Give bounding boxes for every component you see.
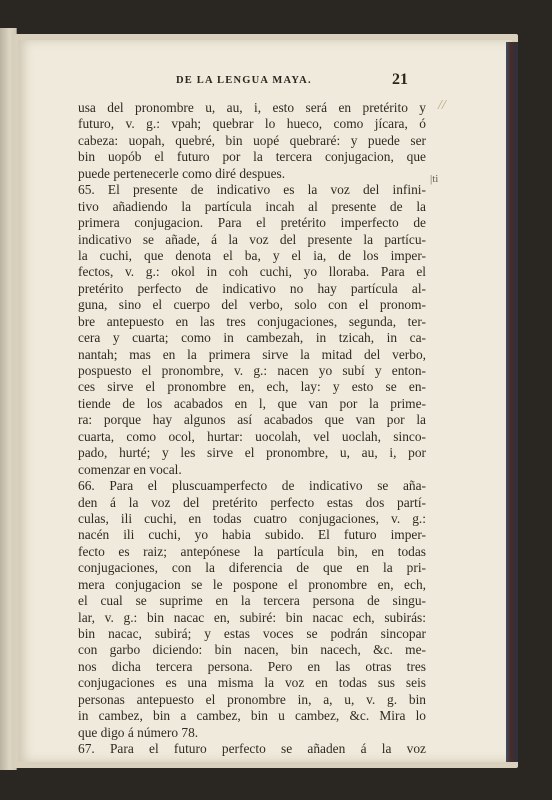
text-line: futuro, v. g.: vpah; quebrar lo hueco, como jícara, ó bbox=[78, 116, 426, 132]
text-line: nantah; mas en la primera sirve la mitad del verbo, bbox=[78, 346, 426, 362]
text-line: la cuchi, que denota el ba, y el ia, de los imper- bbox=[78, 247, 426, 263]
body-text bbox=[78, 100, 426, 758]
margin-bracket-note: |ti bbox=[430, 173, 439, 185]
text-line: den á la voz del pretérito perfecto estas dos partí- bbox=[78, 494, 426, 510]
running-head: DE LA LENGUA MAYA. bbox=[176, 75, 312, 86]
text-line: culas, ili cuchi, en todas cuatro conjugaciones, v. g.: bbox=[78, 510, 426, 526]
text-line: bre antepuesto en las tres conjugaciones, segunda, ter- bbox=[78, 313, 426, 329]
text-line: primera conjugacion. Para el pretérito imperfecto de bbox=[78, 215, 426, 231]
text-line: conjugaciones es una misma la voz en todas sus seis bbox=[78, 675, 426, 691]
text-line: pospuesto el pronombre, v. g.: nacen yo subí y enton- bbox=[78, 363, 426, 378]
text-line: bin nacac, subirá; y estas voces se podrán sincopar bbox=[78, 626, 426, 641]
text-line: ces sirve el pronombre en, ech, lay: y esto se en- bbox=[78, 379, 426, 395]
text-line: ra: porque hay algunos así acabados que van por la bbox=[78, 412, 426, 428]
text-line: pretérito perfecto de indicativo no hay partícula al- bbox=[78, 280, 426, 296]
text-line: cera y cuarta; como in cambezah, in tzicah, in ca- bbox=[78, 330, 426, 346]
text-line: bin uopób el futuro por la tercera conjugacion, que bbox=[78, 149, 426, 165]
page-number: 21 bbox=[392, 71, 408, 88]
book-cover-edge bbox=[506, 42, 518, 762]
text-line: nacén ili cuchi, yo habia subido. El futuro imper- bbox=[78, 527, 426, 543]
text-line: comenzar en vocal. bbox=[78, 461, 182, 477]
text-line: que digo á número 78. bbox=[78, 724, 199, 740]
text-line: mera conjugacion se le pospone el pronombre en, ech, bbox=[78, 576, 426, 592]
text-line: in cambez, bin a cambez, bin u cambez, &c. Mira lo bbox=[78, 708, 426, 724]
text-line: fectos, v. g.: okol in coh cuchi, yo lloraba. Para el bbox=[78, 264, 426, 280]
text-line: nos dicha tercera persona. Pero en las otras tres bbox=[78, 658, 426, 674]
text-line: cuarta, como ocol, hurtar: uocolah, vel uoclah, sinco- bbox=[78, 428, 426, 444]
text-line: el cual se suprime en la tercera persona de singu- bbox=[78, 593, 426, 609]
text-line: tiende de los acabados en l, que van por la prime- bbox=[78, 395, 426, 411]
text-line: guna, sino el cuerpo del verbo, solo con el pronom- bbox=[78, 297, 426, 313]
text-line: cabeza: uopah, quebré, bin uopé quebraré: y puede ser bbox=[78, 132, 426, 148]
text-line: puede pertenecerle como diré despues. bbox=[78, 165, 286, 181]
text-line: con garbo diciendo: bin nacen, bin nacech, &c. me- bbox=[78, 642, 426, 658]
margin-pencil-mark: // bbox=[438, 98, 446, 113]
text-line: indicativo se añade, á la voz del presente la partícu- bbox=[78, 231, 426, 247]
text-line: usa del pronombre u, au, i, esto será en pretérito y bbox=[78, 100, 426, 115]
text-line: 65. El presente de indicativo es la voz del infini- bbox=[78, 182, 426, 198]
text-line: 66. Para el pluscuamperfecto de indicativo se aña- bbox=[78, 478, 426, 494]
text-line: 67. Para el futuro perfecto se añaden á la voz bbox=[78, 741, 426, 757]
text-line: conjugaciones, con la diferencia de que en la pri- bbox=[78, 560, 426, 576]
text-line: lar, v. g.: bin nacac en, subiré: bin nacac ech, subirás: bbox=[78, 609, 426, 625]
text-line: tivo añadiendo la partícula incah al presente de la bbox=[78, 198, 426, 214]
text-line: pado, hurté; y les sirve el pronombre, u, au, i, por bbox=[78, 445, 426, 461]
text-line: fecto es raiz; antepónese la partícula bin, en todas bbox=[78, 543, 426, 559]
text-line: personas antepuesto el pronombre in, a, u, v. g. bin bbox=[78, 691, 426, 707]
